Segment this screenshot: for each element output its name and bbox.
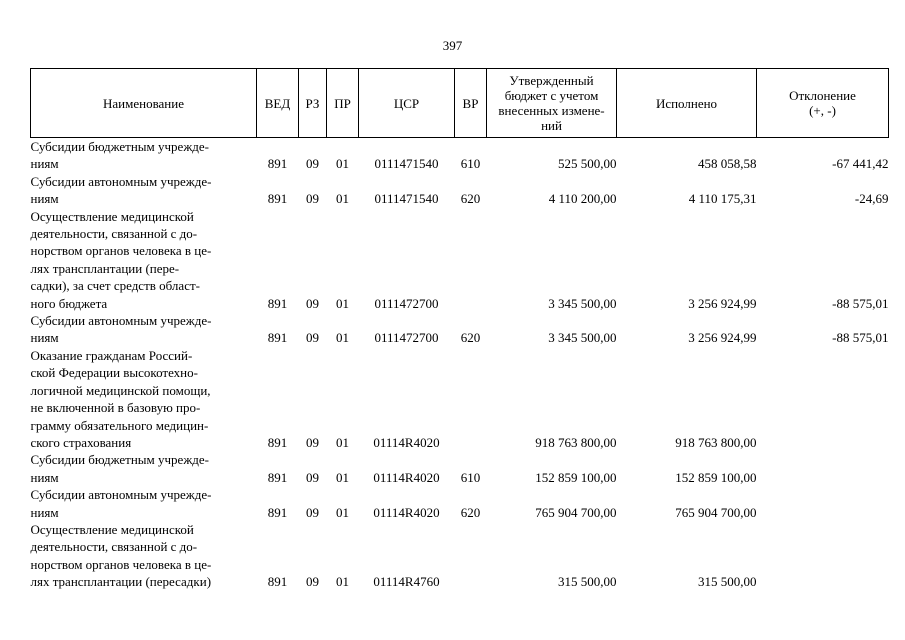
deviation-cell [757, 486, 889, 521]
name-cell [31, 451, 257, 486]
name-line: норством органов человека в це- [30, 243, 212, 259]
approved-cell: 315 500,00 [558, 574, 617, 590]
table-row [31, 451, 889, 486]
name-line: ниям [30, 156, 59, 172]
executed-cell: 3 256 924,99 [688, 330, 757, 346]
name-line: садки), за счет средств област- [30, 278, 200, 294]
name-line: ниям [30, 504, 59, 520]
executed-cell: 765 904 700,00 [675, 504, 757, 520]
vr-cell: 620 [460, 330, 481, 346]
name-line: Оказание гражданам Россий- [30, 347, 193, 363]
ved-cell: 891 [267, 330, 288, 346]
header-approved [487, 69, 617, 138]
header-deviation-line: Отклонение [789, 88, 856, 103]
table-row [31, 521, 889, 591]
header-executed: Исполнено [617, 69, 757, 138]
rz-cell: 09 [306, 191, 319, 207]
rz-cell: 09 [306, 330, 319, 346]
deviation-cell: -67 441,42 [832, 156, 889, 172]
header-name: Наименование [31, 69, 257, 138]
name-line: Субсидии бюджетным учрежде- [30, 139, 210, 154]
name-cell [31, 347, 257, 451]
pr-cell: 01 [336, 434, 349, 450]
name-line: Субсидии автономным учрежде- [30, 173, 212, 189]
approved-cell: 3 345 500,00 [548, 330, 617, 346]
name-cell [31, 173, 257, 208]
pr-cell: 01 [336, 191, 349, 207]
executed-cell: 3 256 924,99 [688, 295, 757, 311]
table-row [31, 312, 889, 347]
header-deviation [757, 69, 889, 138]
vr-cell: 620 [460, 504, 481, 520]
name-line: Осуществление медицинской [30, 208, 194, 224]
vr-cell: 610 [460, 156, 481, 172]
csr-cell: 01114R4020 [373, 434, 440, 450]
name-cell [31, 312, 257, 347]
header-pr: ПР [327, 69, 359, 138]
name-line: Субсидии автономным учрежде- [30, 313, 212, 329]
deviation-cell: -24,69 [854, 191, 889, 207]
approved-cell: 152 859 100,00 [535, 469, 617, 485]
deviation-cell [757, 347, 889, 451]
csr-cell: 0111471540 [374, 156, 439, 172]
name-cell [31, 486, 257, 521]
ved-cell: 891 [267, 469, 288, 485]
table-row [31, 173, 889, 208]
name-cell [31, 138, 257, 173]
name-line: логичной медицинской помощи, [30, 382, 211, 398]
ved-cell: 891 [267, 156, 288, 172]
name-cell [31, 521, 257, 591]
pr-cell: 01 [336, 504, 349, 520]
ved-cell: 891 [267, 434, 288, 450]
header-approved-line: бюджет с учетом [504, 88, 599, 103]
rz-cell: 09 [306, 156, 319, 172]
table-header-row [31, 69, 889, 138]
csr-cell: 0111472700 [374, 330, 439, 346]
approved-cell: 525 500,00 [558, 156, 617, 172]
name-line: ного бюджета [30, 295, 108, 311]
csr-cell: 01114R4760 [373, 574, 440, 590]
deviation-cell: -88 575,01 [832, 295, 889, 311]
vr-cell: 610 [460, 469, 481, 485]
deviation-cell [757, 451, 889, 486]
approved-cell: 3 345 500,00 [548, 295, 617, 311]
executed-cell: 315 500,00 [698, 574, 757, 590]
name-line: грамму обязательного медицин- [30, 417, 209, 433]
pr-cell: 01 [336, 295, 349, 311]
header-approved-line: Утвержденный [509, 73, 594, 88]
approved-cell: 765 904 700,00 [535, 504, 617, 520]
vr-cell: 620 [460, 191, 481, 207]
executed-cell: 152 859 100,00 [675, 469, 757, 485]
executed-cell: 918 763 800,00 [675, 434, 757, 450]
name-line: Осуществление медицинской [30, 521, 194, 537]
vr-cell [455, 208, 487, 312]
ved-cell: 891 [267, 574, 288, 590]
name-line: норством органов человека в це- [30, 556, 212, 572]
table-row [31, 486, 889, 521]
pr-cell: 01 [336, 469, 349, 485]
executed-cell: 458 058,58 [698, 156, 757, 172]
csr-cell: 01114R4020 [373, 504, 440, 520]
header-ved: ВЕД [257, 69, 299, 138]
approved-cell: 4 110 200,00 [548, 191, 617, 207]
header-vr: ВР [455, 69, 487, 138]
rz-cell: 09 [306, 434, 319, 450]
table-body [31, 138, 889, 591]
executed-cell: 4 110 175,31 [688, 191, 757, 207]
table-row [31, 208, 889, 312]
name-line: лях трансплантации (пере- [30, 260, 180, 276]
budget-table [30, 68, 889, 591]
deviation-cell: -88 575,01 [832, 330, 889, 346]
name-line: деятельности, связанной с до- [30, 539, 198, 555]
approved-cell: 918 763 800,00 [535, 434, 617, 450]
table-row [31, 138, 889, 173]
ved-cell: 891 [267, 191, 288, 207]
header-approved-line: ний [541, 118, 562, 133]
name-line: ской Федерации высокотехно- [30, 365, 198, 381]
pr-cell: 01 [336, 574, 349, 590]
rz-cell: 09 [306, 469, 319, 485]
name-line: ского страхования [30, 434, 132, 450]
rz-cell: 09 [306, 574, 319, 590]
name-cell [31, 208, 257, 312]
name-line: ниям [30, 469, 59, 485]
pr-cell: 01 [336, 156, 349, 172]
ved-cell: 891 [267, 504, 288, 520]
name-line: Субсидии бюджетным учрежде- [30, 452, 210, 468]
header-csr: ЦСР [359, 69, 455, 138]
name-line: Субсидии автономным учрежде- [30, 487, 212, 503]
vr-cell [455, 347, 487, 451]
csr-cell: 01114R4020 [373, 469, 440, 485]
name-line: не включенной в базовую про- [30, 400, 201, 416]
header-rz: РЗ [299, 69, 327, 138]
name-line: ниям [30, 330, 59, 346]
vr-cell [455, 521, 487, 591]
header-approved-line: внесенных измене- [498, 103, 605, 118]
page-number: 397 [442, 38, 463, 53]
csr-cell: 0111471540 [374, 191, 439, 207]
rz-cell: 09 [306, 295, 319, 311]
name-line: ниям [30, 191, 59, 207]
rz-cell: 09 [306, 504, 319, 520]
pr-cell: 01 [336, 330, 349, 346]
name-line: лях трансплантации (пересадки) [30, 574, 212, 590]
deviation-cell [757, 521, 889, 591]
name-line: деятельности, связанной с до- [30, 226, 198, 242]
ved-cell: 891 [267, 295, 288, 311]
table-row [31, 347, 889, 451]
csr-cell: 0111472700 [374, 295, 439, 311]
header-deviation-line: (+, -) [809, 103, 836, 118]
